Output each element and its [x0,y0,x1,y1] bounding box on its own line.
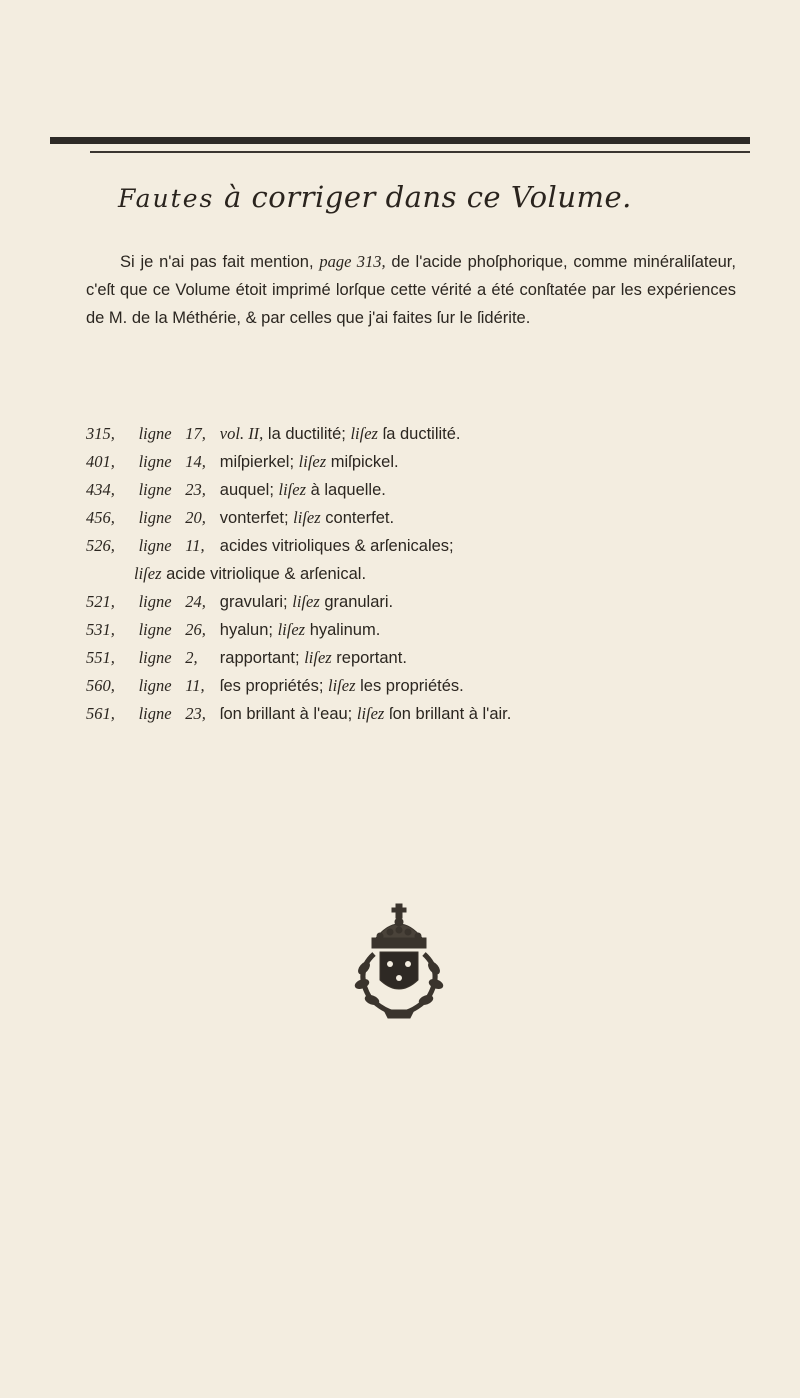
errata-correction: ſon brillant à l'air. [388,705,512,723]
errata-line: 17, [185,424,206,443]
errata-ligne: ligne [138,704,172,723]
errata-prefix: vol. II, [219,424,264,443]
errata-entry [86,588,756,616]
errata-correction: reportant. [336,649,407,667]
intro-before-ref: Si je n'ai pas fait mention, [120,253,314,271]
header-rule-thin [90,151,750,153]
title-part2: à corriger dans ce Volume. [224,180,632,214]
errata-line: 23, [185,704,206,723]
errata-line: 14, [185,452,206,471]
errata-error: hyalun; [219,621,273,639]
errata-page: 531, [86,620,115,639]
errata-error: ſon brillant à l'eau; [219,705,353,723]
errata-list [86,420,756,728]
errata-line: 23, [185,480,206,499]
errata-line: 11, [185,676,205,695]
errata-page: 551, [86,648,115,667]
errata-error: acides vitrioliques & arſenicales; [219,537,454,555]
errata-entry [86,532,756,560]
errata-ligne: ligne [138,424,172,443]
errata-correction: à laquelle. [310,481,386,499]
errata-line: 11, [185,536,205,555]
errata-line: 26, [185,620,206,639]
errata-correction: ſa ductilité. [382,425,461,443]
errata-ligne: ligne [138,592,172,611]
errata-ligne: ligne [138,648,172,667]
royal-crown-arms-icon [340,902,458,1022]
errata-ligne: ligne [138,620,172,639]
errata-ligne: ligne [138,480,172,499]
errata-lisez: liſez [350,424,378,443]
errata-entry [86,420,756,448]
errata-correction: granulari. [324,593,394,611]
errata-entry-continuation [86,560,756,588]
errata-lisez: liſez [356,704,385,723]
errata-line: 20, [185,508,206,527]
errata-line: 24, [185,592,206,611]
errata-lisez: liſez [328,676,356,695]
errata-page: 401, [86,452,115,471]
errata-page: 526, [86,536,115,555]
errata-error: la ductilité; [267,425,346,443]
errata-entry [86,616,756,644]
errata-page: 521, [86,592,115,611]
errata-page: 434, [86,480,115,499]
errata-entry [86,504,756,532]
errata-page: 315, [86,424,115,443]
errata-error: vonterfet; [219,509,289,527]
errata-page: 560, [86,676,115,695]
errata-lisez: liſez [292,592,320,611]
header-rule-thick [50,137,750,144]
errata-correction: acide vitriolique & arſenical. [166,565,367,583]
errata-page: 561, [86,704,115,723]
errata-correction: hyalinum. [309,621,381,639]
errata-error: ſes propriétés; [219,677,324,695]
errata-lisez: liſez [278,480,307,499]
errata-entry [86,700,756,728]
errata-correction: conterfet. [325,509,395,527]
errata-lisez: liſez [293,508,321,527]
errata-lisez: liſez [277,620,306,639]
errata-entry [86,644,756,672]
intro-page-ref: page 313, [319,252,386,271]
errata-error: gravulari; [219,593,288,611]
errata-lisez: liſez [298,452,327,471]
errata-ligne: ligne [138,536,172,555]
errata-entry [86,476,756,504]
errata-error: miſpierkel; [219,453,295,471]
page-title [118,180,632,214]
errata-lisez: liſez [304,648,332,667]
errata-lisez: liſez [134,564,162,583]
errata-line: 2, [185,648,198,667]
errata-entry [86,672,756,700]
title-part1: Fautes [118,184,215,213]
intro-paragraph [86,248,736,332]
errata-error: rapportant; [219,649,300,667]
errata-entry [86,448,756,476]
errata-error: auquel; [219,481,274,499]
errata-ligne: ligne [138,452,172,471]
errata-ligne: ligne [138,508,172,527]
errata-ligne: ligne [138,676,172,695]
intro-after-ref: de l'acide phoſphorique, comme minéraliſateur, c'eſt que ce Volume étoit imprimé lorſque cette vérité a été conſtatée par les expériences de M. de la Méthérie, & par celles que j'ai faites ſur le ſidérite. [86,253,736,327]
errata-correction: les propriétés. [360,677,464,695]
errata-correction: miſpickel. [330,453,399,471]
errata-page: 456, [86,508,115,527]
